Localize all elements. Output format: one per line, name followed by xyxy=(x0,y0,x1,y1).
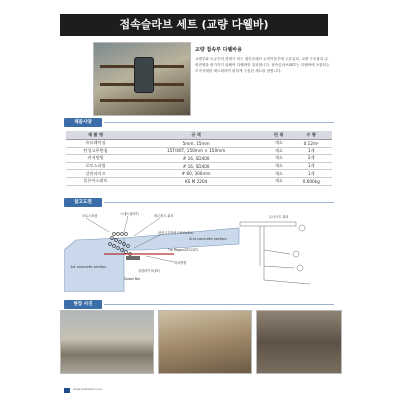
label-first-section: 1st concrete section xyxy=(70,265,107,269)
label-dowel: Dowel Bar xyxy=(124,277,141,281)
cell: 5mm, 15mm xyxy=(125,140,267,148)
cell: 개소 xyxy=(267,177,290,185)
cell: 1개 xyxy=(290,162,332,170)
table-row xyxy=(66,140,332,148)
rebar xyxy=(100,99,184,102)
table-header-row xyxy=(66,131,332,140)
right-detail xyxy=(240,222,310,284)
section-drawing: 참고도면 xyxy=(64,198,102,207)
label-right-top: 토너브트 위치 xyxy=(269,215,289,219)
label-gaspipe: 강관파이프(ST) xyxy=(138,269,160,273)
site-photo-1 xyxy=(60,310,154,374)
section-rule xyxy=(104,304,334,305)
leader-line xyxy=(134,218,160,236)
coupler-device xyxy=(134,57,154,93)
section-rule xyxy=(104,202,334,203)
table-row xyxy=(66,147,332,155)
cell: 유프레이싱 xyxy=(66,140,125,148)
header-unit: 단 위 xyxy=(267,131,290,140)
elastic-pad xyxy=(126,256,140,260)
section-specs: 제품사양 xyxy=(64,118,102,127)
site-photo-3 xyxy=(256,310,342,374)
footer-text: www.example.co.kr xyxy=(73,387,103,391)
cell: 개소 xyxy=(267,162,290,170)
cell: 0.12m² xyxy=(290,140,332,148)
header-product: 제 품 명 xyxy=(66,131,125,140)
cell: 2개 xyxy=(290,155,332,163)
cell: 개소 xyxy=(267,155,290,163)
cell: KS M 2204 xyxy=(125,177,267,185)
cell: 개소 xyxy=(267,170,290,178)
site-photo-2 xyxy=(158,310,252,374)
intro-heading: 교량 접속부 다웰바용 xyxy=(195,47,242,53)
cell: 개소 xyxy=(267,140,290,148)
leader-line xyxy=(86,218,109,232)
cell: # 60, 300mm xyxy=(125,170,267,178)
cell: 포토스파링 xyxy=(66,162,125,170)
section-rule xyxy=(104,122,334,123)
cell: 커지방원 xyxy=(66,155,125,163)
label-arrow: 허치방원 xyxy=(174,261,187,265)
reference-drawing xyxy=(64,210,334,292)
label-tie: Tie Pegon(STCCST) xyxy=(168,248,199,252)
table-row xyxy=(66,170,332,178)
label-second-section: 2nd concrete section xyxy=(189,237,227,241)
cell: 플론아스팔트 xyxy=(66,177,125,185)
header-spec: 규 격 xyxy=(125,131,267,140)
label-top-mid: 스네트플(ST) xyxy=(120,212,139,216)
hero-photo xyxy=(93,42,191,116)
leader-line xyxy=(124,216,128,232)
cell: 0.600kg xyxy=(290,177,332,185)
cell: 개소 xyxy=(267,147,290,155)
cell: 강관파이프 xyxy=(66,170,125,178)
cell: # 16, SD400 xyxy=(125,162,267,170)
section-photos: 현장 사진 xyxy=(64,300,102,309)
table-row xyxy=(66,177,332,185)
label-top-right: 매우볼트 위치 xyxy=(154,214,174,218)
label-top-left: 포토스파링 xyxy=(82,214,98,218)
leader-line xyxy=(146,256,174,262)
intro-body: 교량부와 토공부의 경계가 되는 접속슬래브 수직이동부에 주유입되, 교량 구조물과 수평변형을 평가하기 위해여 다웰바를 설치합니다. 접속슬라브SET는 다웰바에 포함되는 부속자재를 세트화하여 편하게 구성된 세트를 정합니다. xyxy=(195,57,330,73)
cell: # 16, SD400 xyxy=(125,155,267,163)
label-elastic: 탄성고무받침 F400x300 xyxy=(158,231,194,235)
cell: 1개 xyxy=(290,147,332,155)
spec-table xyxy=(66,131,332,186)
cell: 15T/40T, 150mm × 150mm xyxy=(125,147,267,155)
header-qty: 수 량 xyxy=(290,131,332,140)
table-row xyxy=(66,162,332,170)
table-row xyxy=(66,155,332,163)
company-logo-icon xyxy=(64,388,70,393)
page-title: 접속슬라브 세트 (교량 다웰바) xyxy=(60,14,328,36)
cell: 1개 xyxy=(290,170,332,178)
cell: 탄성고무받침 xyxy=(66,147,125,155)
